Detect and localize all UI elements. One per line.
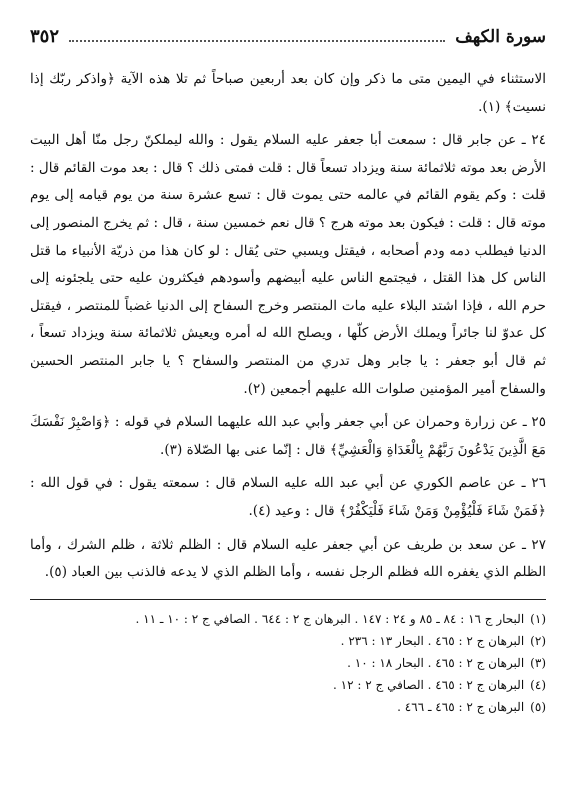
footnote-3: [30, 652, 546, 674]
hadith-26: ٢٦ ـ عن عاصم الكوري عن أبي عبد الله عليه السلام قال : سمعته يقول : في قول الله : ﴿فَمَنْ شَاءَ فَلْيُؤْمِنْ وَمَنْ شَاءَ فَلْيَكْفُرْ﴾ قال : وعيد (٤).: [30, 475, 546, 519]
footnote-1: [30, 608, 546, 630]
book-page: [30, 26, 546, 786]
footnote-text: البرهان ج ٢ : ٤٦٥ ـ ٤٦٦ .: [397, 699, 525, 714]
footnote-text: البحار ج ١٦ : ٨٤ ـ ٨٥ و ٢٤ : ١٤٧ . البرهان ج ٢ : ٦٤٤ . الصافي ج ٢ : ١٠ ـ ١١ .: [135, 611, 525, 626]
header-dotted-leader: [69, 40, 445, 42]
paragraph-continuation: الاستثناء في اليمين متى ما ذكر وإن كان بعد أربعين صباحاً ثم تلا هذه الآية ﴿واذكر ربّك إذا نسيت﴾ (١).: [30, 71, 546, 115]
footnote-2: [30, 630, 546, 652]
page-number: ٣٥٢: [30, 26, 60, 47]
footnote-number: (٥): [530, 699, 546, 714]
page-header: [30, 26, 546, 54]
footnote-text: البرهان ج ٢ : ٤٦٥ . الصافي ج ٢ : ١٢ .: [333, 677, 525, 692]
footnote-number: (١): [530, 611, 546, 626]
footnote-5: [30, 696, 546, 718]
hadith-25: ٢٥ ـ عن زرارة وحمران عن أبي جعفر وأبي عبد الله عليهما السلام في قوله : ﴿وَاصْبِرْ نَفْسَكَ مَعَ الَّذِينَ يَدْعُونَ رَبَّهُمْ بِالْغَدَاةِ وَالْعَشِيِّ﴾ قال : إنّما عنى بها الصّلاة (٣).: [30, 414, 546, 458]
page-body: [30, 66, 546, 587]
footnote-4: [30, 674, 546, 696]
footnote-text: البرهان ج ٢ : ٤٦٥ . البحار ١٣ : ٢٣٦ .: [340, 633, 525, 648]
footnote-number: (٣): [530, 655, 546, 670]
hadith-24: ٢٤ ـ عن جابر قال : سمعت أبا جعفر عليه السلام يقول : والله ليملكنّ رجل منّا أهل البيت الأرض بعد موته ثلاثمائة سنة ويزداد تسعاً قال : قلت فمتى ذلك ؟ قال : بعد موت القائم قال : قلت : وكم يقوم القائم في عالمه حتى يموت قال : تسع عشرة سنة من يوم قيامه إلى يوم موته قال : قلت : فيكون بعد موته هرج ؟ قال نعم خمسين سنة ، قال : ثم يخرج المنصور إلى الدنيا فيطلب دمه ودم أصحابه ، فيقتل ويسبي حتى يُقال : لو كان هذا من ذريّة الأنبياء ما قتل الناس كل هذا القتل ، فيجتمع الناس عليه أبيضهم وأسودهم فيكثرون عليه حتى يلجئونه إلى حرم الله ، فإذا اشتد البلاء عليه مات المنتصر وخرج السفاح إلى الدنيا غضباً للمنتصر ، فيقتل كل عدوّ لنا جائراً ويملك الأرض كلّها ، ويصلح الله له أمره ويعيش ثلاثمائة سنة ويزداد تسعاً ، ثم قال أبو جعفر : يا جابر وهل تدري من المنتصر والسفاح ؟ يا جابر المنتصر الحسين والسفاح أمير المؤمنين صلوات الله عليهم أجمعين (٢).: [30, 132, 546, 397]
footnotes: [30, 608, 546, 718]
footnote-separator: [30, 599, 546, 600]
footnote-number: (٤): [530, 677, 546, 692]
footnote-number: (٢): [530, 633, 546, 648]
surah-title: سورة الكهف: [455, 27, 546, 47]
hadith-27: ٢٧ ـ عن سعد بن طريف عن أبي جعفر عليه السلام قال : الظلم ثلاثة ، ظلم الشرك ، وأما الظلم الذي يغفره الله فظلم الرجل نفسه ، وأما الظلم الذي لا يدعه فالذنب بين العباد (٥).: [30, 536, 546, 581]
footnote-text: البرهان ج ٢ : ٤٦٥ . البحار ١٨ : ١٠ .: [347, 655, 525, 670]
